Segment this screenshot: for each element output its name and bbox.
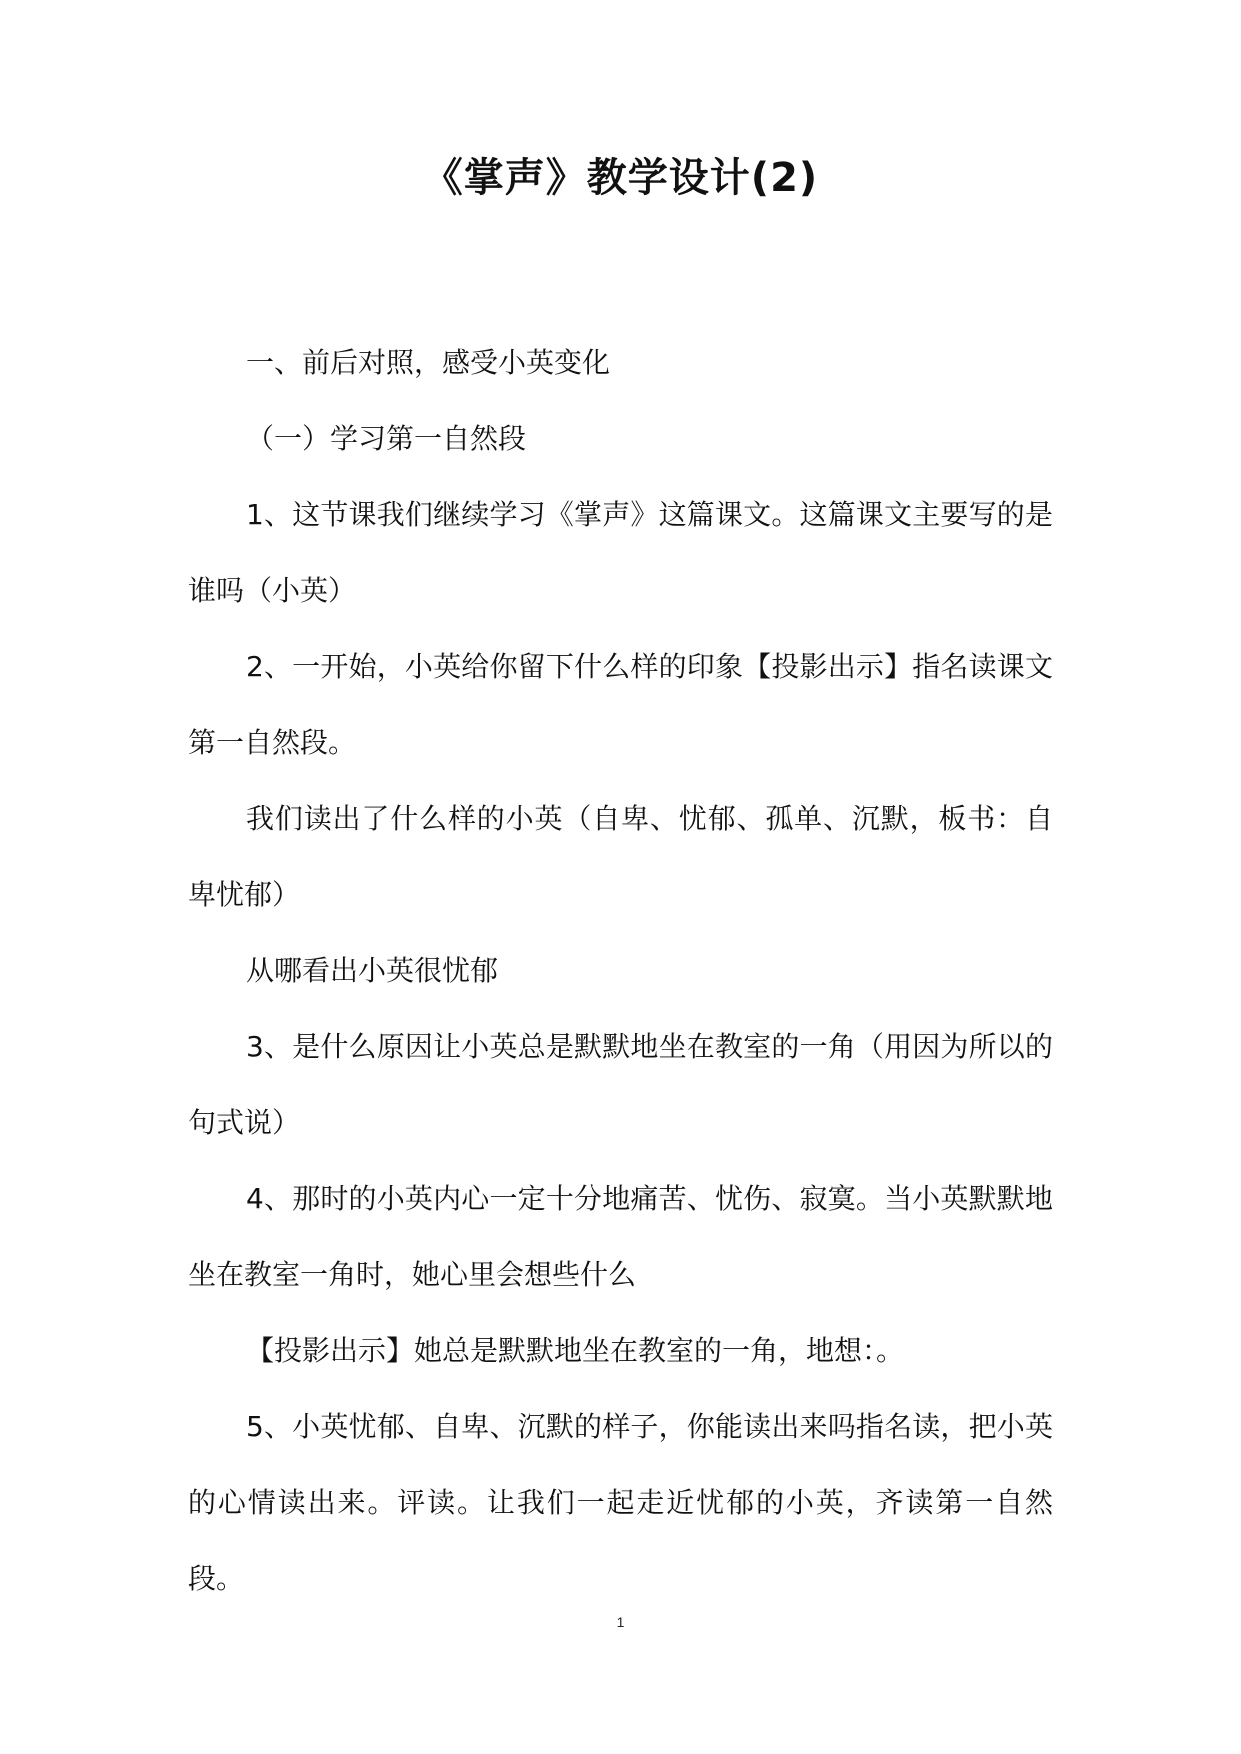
paragraph: 【投影出示】她总是默默地坐在教室的一角，地想：。	[246, 1334, 905, 1367]
paragraph: 从哪看出小英很忧郁	[246, 954, 499, 987]
page-number: 1	[616, 1614, 625, 1630]
document-body	[188, 325, 1053, 1617]
paragraph: 3、是什么原因让小英总是默默地坐在教室的一角（用因为所以的句式说）	[188, 1030, 1053, 1139]
paragraph: 1、这节课我们继续学习《掌声》这篇课文。这篇课文主要写的是谁吗（小英）	[188, 498, 1053, 607]
paragraph: 4、那时的小英内心一定十分地痛苦、忧伤、寂寞。当小英默默地坐在教室一角时，她心里会想些什么	[188, 1182, 1053, 1291]
section-heading: 一、前后对照，感受小英变化	[246, 346, 611, 379]
paragraph: 5、小英忧郁、自卑、沉默的样子，你能读出来吗指名读，把小英的心情读出来。评读。让我们一起走近忧郁的小英，齐读第一自然段。	[188, 1410, 1053, 1595]
paragraph: 我们读出了什么样的小英（自卑、忧郁、孤单、沉默，板书：自卑忧郁）	[188, 802, 1053, 911]
page-title: 《掌声》教学设计(2)	[422, 155, 819, 201]
paragraph: 2、一开始，小英给你留下什么样的印象【投影出示】指名读课文第一自然段。	[188, 650, 1053, 759]
subsection-heading: （一）学习第一自然段	[246, 422, 527, 455]
